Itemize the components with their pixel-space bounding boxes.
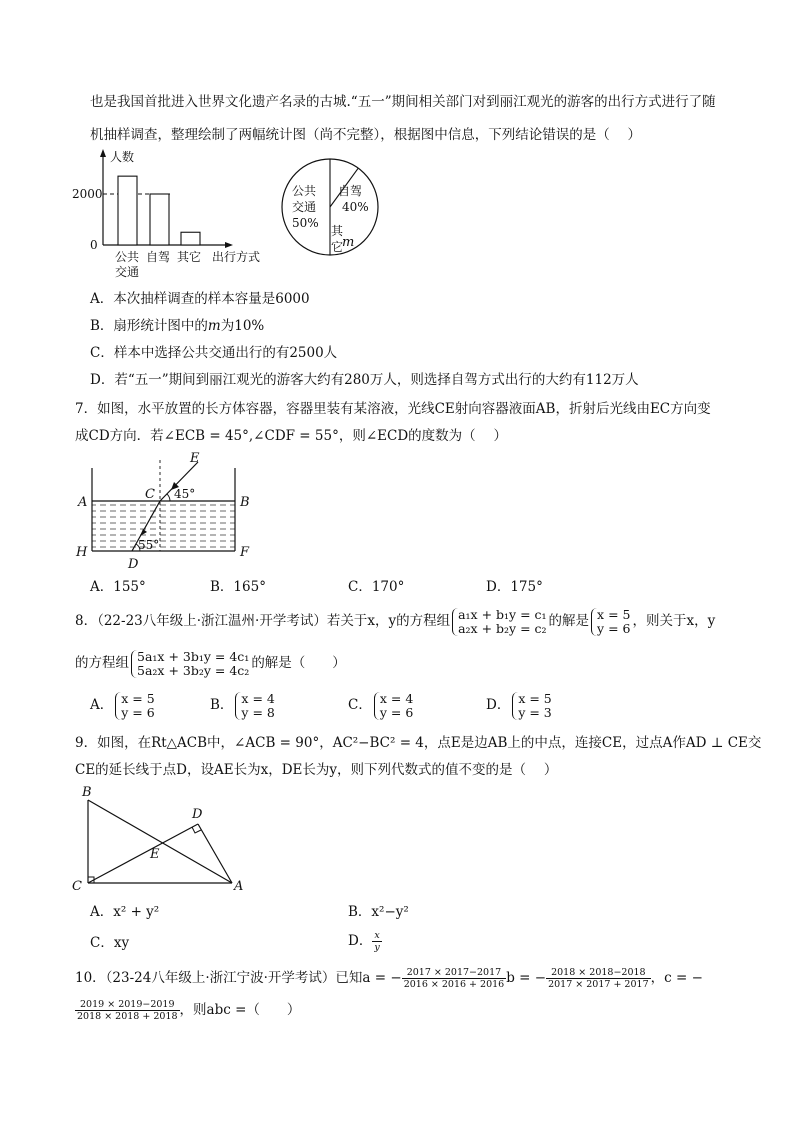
- bar-ylabel: 人数: [110, 150, 135, 164]
- q8-option-b: B． x = 4 y = 8: [210, 690, 275, 720]
- q9-option-d: D． $\frac{x}{y}$: [348, 930, 380, 953]
- q7-label-a: A: [78, 495, 88, 510]
- bar-1: [118, 176, 137, 245]
- pie-s1-b: 交通: [292, 200, 317, 214]
- bar-tick-2000: 2000: [72, 187, 103, 201]
- q7-option-a: A．155°: [90, 579, 146, 595]
- q6-option-b: B．扇形统计图中的m为10%: [90, 318, 265, 334]
- pie-s3-a: 其: [331, 224, 344, 238]
- q6-line2: 机抽样调查，整理绘制了两幅统计图（尚不完整），根据图中信息，下列结论错误的是（ ）: [90, 127, 642, 143]
- q7-angle-45: 45°: [174, 487, 196, 501]
- q9-option-b: B．x²−y²: [348, 904, 409, 920]
- q8-line1: 8．（22-23八年级上·浙江温州·开学考试）若关于x，y的方程组 a₁x + b₁y = c₁ a₂x + b₂y = c₂ 的解是 x = 5 y = 6 ，则关于x，y: [75, 606, 716, 636]
- q9-option-a: A．x² + y²: [90, 904, 160, 920]
- pie-s3-m: m: [342, 235, 355, 250]
- pie-s1-a: 公共: [292, 184, 317, 198]
- q10-frac-a: $\frac{2017 \times 2017-2017}{2016 \times 2016 + 2016}$: [403, 967, 505, 990]
- bar-tick-0: 0: [90, 238, 98, 252]
- bar-chart: [70, 145, 280, 285]
- bar-2: [150, 194, 169, 245]
- q7-label-c: C: [145, 487, 155, 502]
- bar-xlabel: 出行方式: [212, 250, 261, 264]
- q9-line1: 9．如图，在Rt△ACB中，∠ACB = 90°，AC²−BC² = 4，点E是边AB上的中点，连接CE，过点A作AD ⊥ CE交: [75, 735, 762, 751]
- bar-cat2: 自驾: [146, 250, 171, 264]
- q8-line2: 的方程组 5a₁x + 3b₁y = 4c₁ 5a₂x + 3b₂y = 4c₂ 的解是（ ）: [75, 648, 346, 678]
- q10-line1: 10．（23-24八年级上·浙江宁波·开学考试）已知a = − $\frac{2017 \times 2017-2017}{2016 \times 2016 + 2016}$ b = − $\frac{2018 \times 2018-2018}{2017 \times 2017 + 2017}$ ，c = −: [75, 967, 703, 990]
- q6-line1: 也是我国首批进入世界文化遗产名录的古城.“五一”期间相关部门对到丽江观光的游客的出行方式进行了随: [90, 94, 716, 110]
- pie-s2-a: 自驾: [338, 184, 363, 198]
- pie-s1-c: 50%: [292, 216, 319, 230]
- q8-option-c: C． x = 4 y = 6: [348, 690, 414, 720]
- q8-system2: 5a₁x + 3b₁y = 4c₁ 5a₂x + 3b₂y = 4c₂: [131, 650, 249, 678]
- q10-frac-b: $\frac{2018 \times 2018-2018}{2017 \times 2017 + 2017}$: [548, 967, 649, 990]
- q7-option-d: D．175°: [486, 579, 543, 595]
- q7-label-f: F: [240, 545, 250, 560]
- q9-option-c: C．xy: [90, 935, 130, 951]
- q8-option-a: A． x = 5 y = 6: [90, 690, 155, 720]
- q9-label-a: A: [234, 879, 244, 894]
- q8-option-d: D． x = 5 y = 3: [486, 690, 552, 720]
- q10-line2: $\frac{2019 \times 2019-2019}{2018 \times 2018 + 2018}$ ，则abc =（ ）: [77, 999, 301, 1022]
- q9-label-b: B: [82, 785, 92, 800]
- q9-line2: CE的延长线于点D，设AE长为x，DE长为y，则下列代数式的值不变的是（ ）: [75, 762, 558, 778]
- q9-figure: [70, 782, 255, 897]
- q8-system1: a₁x + b₁y = c₁ a₂x + b₂y = c₂: [452, 608, 546, 636]
- pie-s3-b: 它: [331, 240, 344, 254]
- q9-label-e: E: [150, 847, 160, 862]
- pie-s2-b: 40%: [342, 200, 369, 214]
- q7-angle-55: 55°: [138, 538, 160, 552]
- q7-figure: [70, 448, 250, 573]
- pie-chart: [280, 155, 390, 265]
- bar-cat1-a: 公共: [115, 250, 140, 264]
- q7-line2: 成CD方向．若∠ECB = 45°,∠CDF = 55°，则∠ECD的度数为（ ）: [75, 428, 507, 444]
- q7-label-h: H: [76, 545, 88, 560]
- q7-label-b: B: [240, 495, 250, 510]
- q6-option-c: C．样本中选择公共交通出行的有2500人: [90, 345, 338, 361]
- q8-solution: x = 5 y = 6: [591, 608, 630, 636]
- q6-option-d: D．若“五一”期间到丽江观光的游客大约有280万人，则选择自驾方式出行的大约有112万人: [90, 372, 639, 388]
- q10-frac-c: $\frac{2019 \times 2019-2019}{2018 \times 2018 + 2018}$: [77, 999, 178, 1022]
- bar-3: [181, 232, 200, 245]
- q7-option-c: C．170°: [348, 579, 405, 595]
- bar-cat3: 其它: [177, 250, 202, 264]
- bar-cat1-b: 交通: [115, 265, 140, 279]
- q7-label-d: D: [128, 557, 139, 572]
- q7-line1: 7．如图，水平放置的长方体容器，容器里装有某溶液，光线CE射向容器液面AB，折射后光线由EC方向变: [75, 401, 711, 417]
- q7-option-b: B．165°: [210, 579, 266, 595]
- q6-option-a: A．本次抽样调查的样本容量是6000: [90, 291, 310, 307]
- q9-label-d: D: [192, 807, 203, 822]
- q7-label-e: E: [190, 451, 200, 466]
- q9-label-c: C: [72, 879, 82, 894]
